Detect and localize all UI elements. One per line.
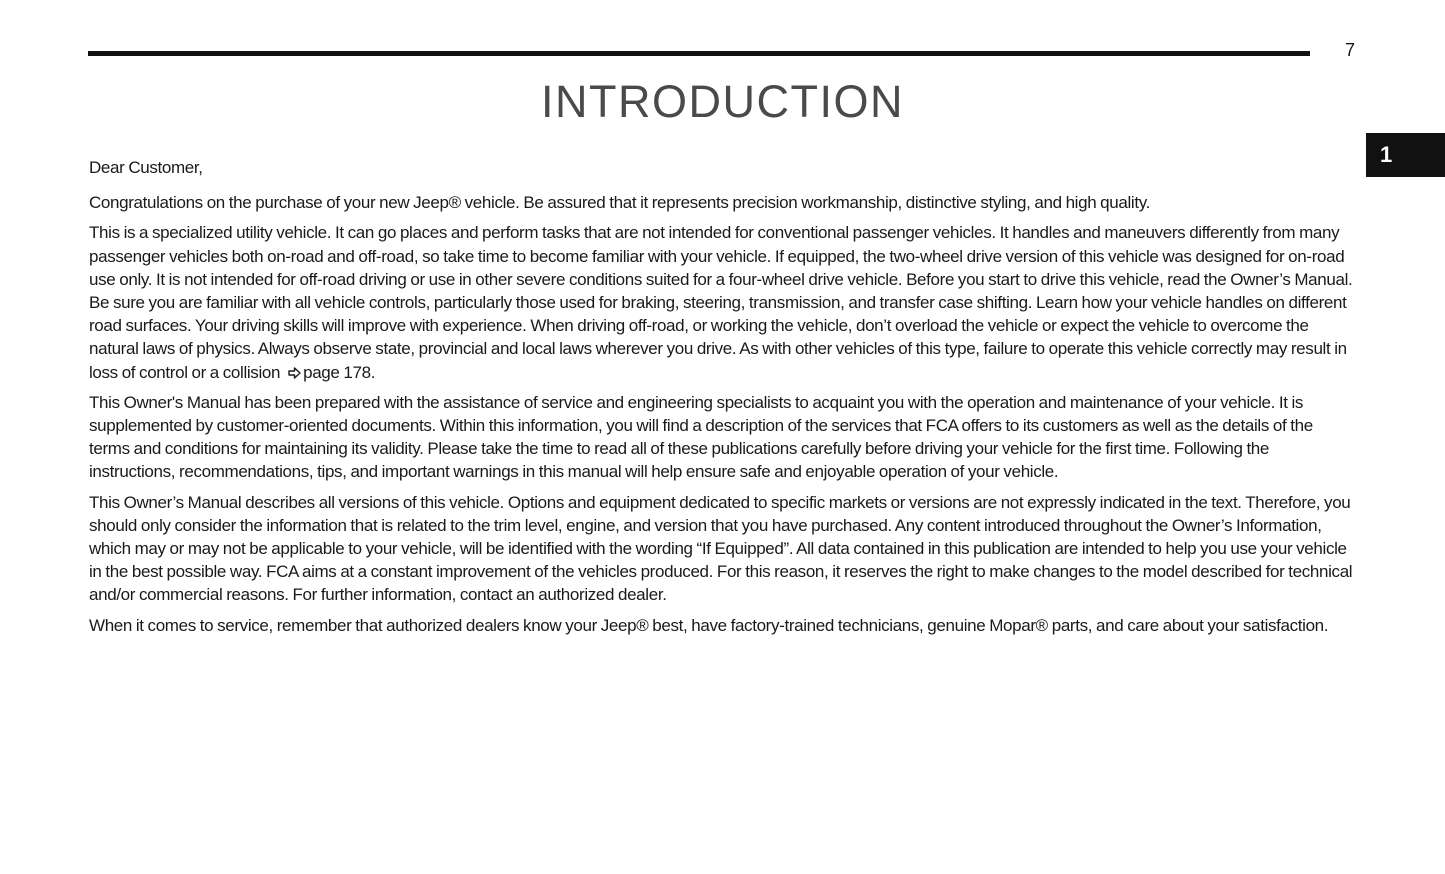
page-title: INTRODUCTION (541, 76, 904, 127)
salutation: Dear Customer, (89, 158, 203, 177)
paragraph-service: When it comes to service, remember that authorized dealers know your Jeep® best, have factory-trained technicians, genuine Mopar® parts, and care about your satisfaction. (89, 615, 1329, 635)
header-rule (88, 51, 1310, 56)
chapter-tab[interactable]: 1 (1366, 133, 1445, 177)
paragraph-utility-vehicle (89, 221, 1355, 383)
paragraph-utility-vehicle-text: This is a specialized utility vehicle. It can go places and perform tasks that are not intended for conventional passenger vehicles. It handles and maneuvers differently from many passenger vehicles both on-road and off-road, so take time to become familiar with your vehicle. If equipped, the two-wheel drive version of this vehicle was designed for on-road use only. It is not intended for off-road driving or use in other severe conditions suited for a four-wheel drive vehicle. Before you start to drive this vehicle, read the Owner’s Manual. Be sure you are familiar with all vehicle controls, particularly those used for braking, steering, transmission, and transfer case shifting. Learn how your vehicle handles on different road surfaces. Your driving skills will improve with experience. When driving off-road, or working the vehicle, don’t overload the vehicle or expect the vehicle to overcome the natural laws of physics. Always observe state, provincial and local laws wherever you drive. As with other vehicles of this type, failure to operate this vehicle correctly may result in loss of control or a collision (89, 223, 1353, 382)
paragraph-owners-manual-versions: This Owner’s Manual describes all versions of this vehicle. Options and equipment dedicated to specific markets or versions are not expressly indicated in the text. Therefore, you should only consider the information that is related to the trim level, engine, and version that you have purchased. Any content introduced throughout the Owner’s Information, which may or may not be applicable to your vehicle, will be identified with the wording “If Equipped”. All data contained in this publication are intended to help you use your vehicle in the best possible way. FCA aims at a constant improvement of the vehicles produced. For this reason, it reserves the right to make changes to the model described for technical and/or commercial reasons. For further information, contact an authorized dealer. (89, 492, 1353, 605)
paragraph-owners-manual-prepared: This Owner's Manual has been prepared with the assistance of service and engineering specialists to acquaint you with the operation and maintenance of your vehicle. It is supplemented by customer-oriented documents. Within this information, you will find a description of the services that FCA offers to its customers as well as the details of the terms and conditions for maintaining its validity. Please take the time to read all of these publications carefully before driving your vehicle for the first time. Following the instructions, recommendations, tips, and important warnings in this manual will help ensure safe and enjoyable operation of your vehicle. (89, 392, 1313, 482)
body-text (89, 156, 1355, 644)
paragraph-congratulations: Congratulations on the purchase of your new Jeep® vehicle. Be assured that it represents precision workmanship, distinctive styling, and high quality. (89, 193, 1150, 213)
arrow-right-icon (288, 361, 301, 384)
page-number: 7 (1344, 40, 1355, 60)
collision-page-link[interactable] (280, 363, 375, 382)
collision-page-label: page 178. (303, 362, 376, 382)
